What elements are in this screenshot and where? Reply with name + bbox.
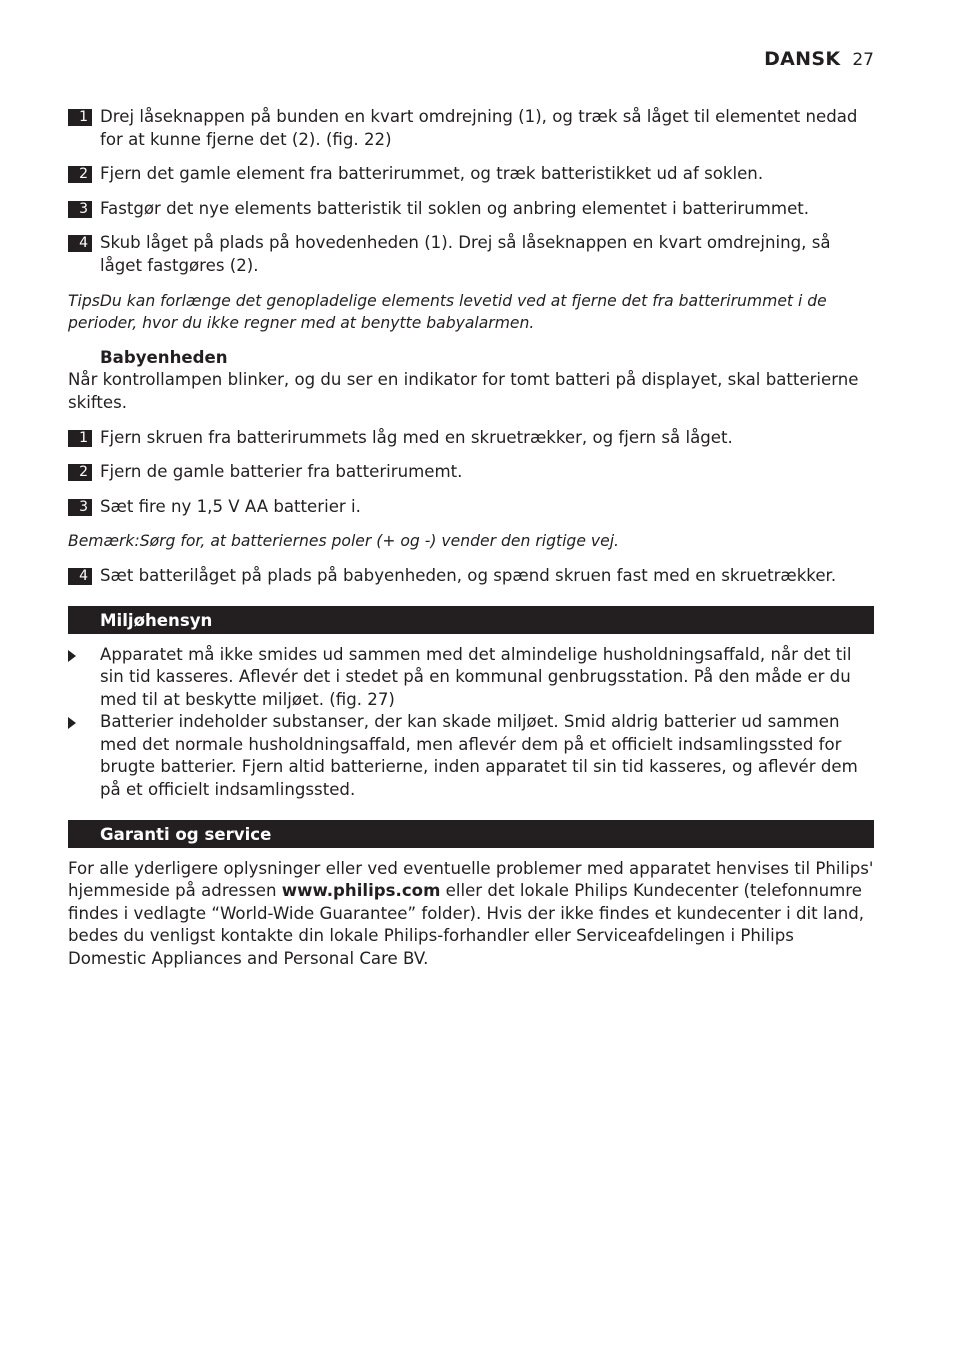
section-heading-warranty: Garanti og service [68,820,874,848]
step-text: Fjern skruen fra batterirummets låg med en skruetrækker, og fjern så låget. [100,427,733,447]
step-text: Skub låget på plads på hovedenheden (1). Drej så låseknappen en kvart omdrejning, så låget fastgøres (2). [100,233,831,275]
warranty-paragraph [68,858,874,971]
step-number: 2 [68,464,92,481]
step-number: 1 [68,109,92,126]
bullet-marker-icon [68,650,76,662]
step-number: 4 [68,568,92,585]
step-text: Fastgør det nye elements batteristik til soklen og anbring elementet i batterirummet. [100,198,810,218]
step-text: Fjern de gamle batterier fra batterirumemt. [100,462,463,482]
warranty-text-after: eller det lokale Philips Kundecenter (telefonnumre findes i vedlagte “World-Wide Guarantee” folder). Hvis der ikke findes et kundecenter i dit land, bedes du venligst kontakte din lokale Philips-forhandler eller Serviceafdelingen i Philips Domestic Appliances and Personal Care BV. [68,881,865,969]
page-content [68,106,874,983]
step-item [68,232,874,277]
step-item [68,106,874,151]
step-item [68,163,874,186]
polarity-note: Bemærk:Sørg for, at batteriernes poler (+ og -) vender den rigtige vej. [68,532,619,551]
step-item [68,198,874,221]
language-label: DANSK [764,48,841,70]
tip-note: TipsDu kan forlænge det genopladelige elements levetid ved at fjerne det fra batterirummet i de perioder, hvor du ikke regner med at benytte babyalarmen. [68,291,827,333]
step-text: Drej låseknappen på bunden en kvart omdrejning (1), og træk så låget til elementet nedad for at kunne fjerne det (2). (fig. 22) [100,107,858,149]
step-item [68,565,874,588]
step-number: 3 [68,201,92,218]
step-text: Sæt fire ny 1,5 V AA batterier i. [100,496,361,516]
step-item [68,427,874,450]
step-item [68,461,874,484]
baby-unit-heading: Babyenheden [100,347,228,367]
philips-website-link[interactable]: www.philips.com [281,881,441,901]
baby-unit-intro: Når kontrollampen blinker, og du ser en indikator for tomt batteri på displayet, skal batterierne skiftes. [68,370,859,412]
step-number: 2 [68,166,92,183]
step-text: Fjern det gamle element fra batterirummet, og træk batteristikket ud af soklen. [100,164,764,184]
environment-bullets [68,644,874,802]
warranty-text-before: For alle yderligere oplysninger eller ved eventuelle problemer med apparatet henvises til Philips' hjemmeside på adressen [68,858,874,901]
bullet-marker-icon [68,717,76,729]
section-heading-environment: Miljøhensyn [68,606,874,634]
step-text: Sæt batterilåget på plads på babyenheden, og spænd skruen fast med en skruetrækker. [100,565,837,585]
bullet-text: Apparatet må ikke smides ud sammen med det almindelige husholdningsaffald, når det til sin tid kasseres. Aflevér det i stedet på en kommunal genbrugsstation. På den måde er du med til at beskytte miljøet. (fig. 27) [100,644,852,709]
list-item [68,711,874,801]
step-item [68,496,874,519]
step-number: 1 [68,430,92,447]
page-number: 27 [852,50,874,70]
step-number: 3 [68,499,92,516]
bullet-text: Batterier indeholder substanser, der kan skade miljøet. Smid aldrig batterier ud sammen med det normale husholdningsaffald, men aflevér dem på et officielt indsamlingssted for brugte batterier. Fjern altid batterierne, inden apparatet til sin tid kasseres, og aflevér dem på et officielt indsamlingssted. [100,712,858,800]
step-number: 4 [68,235,92,252]
page-header [764,48,874,70]
list-item [68,644,874,712]
